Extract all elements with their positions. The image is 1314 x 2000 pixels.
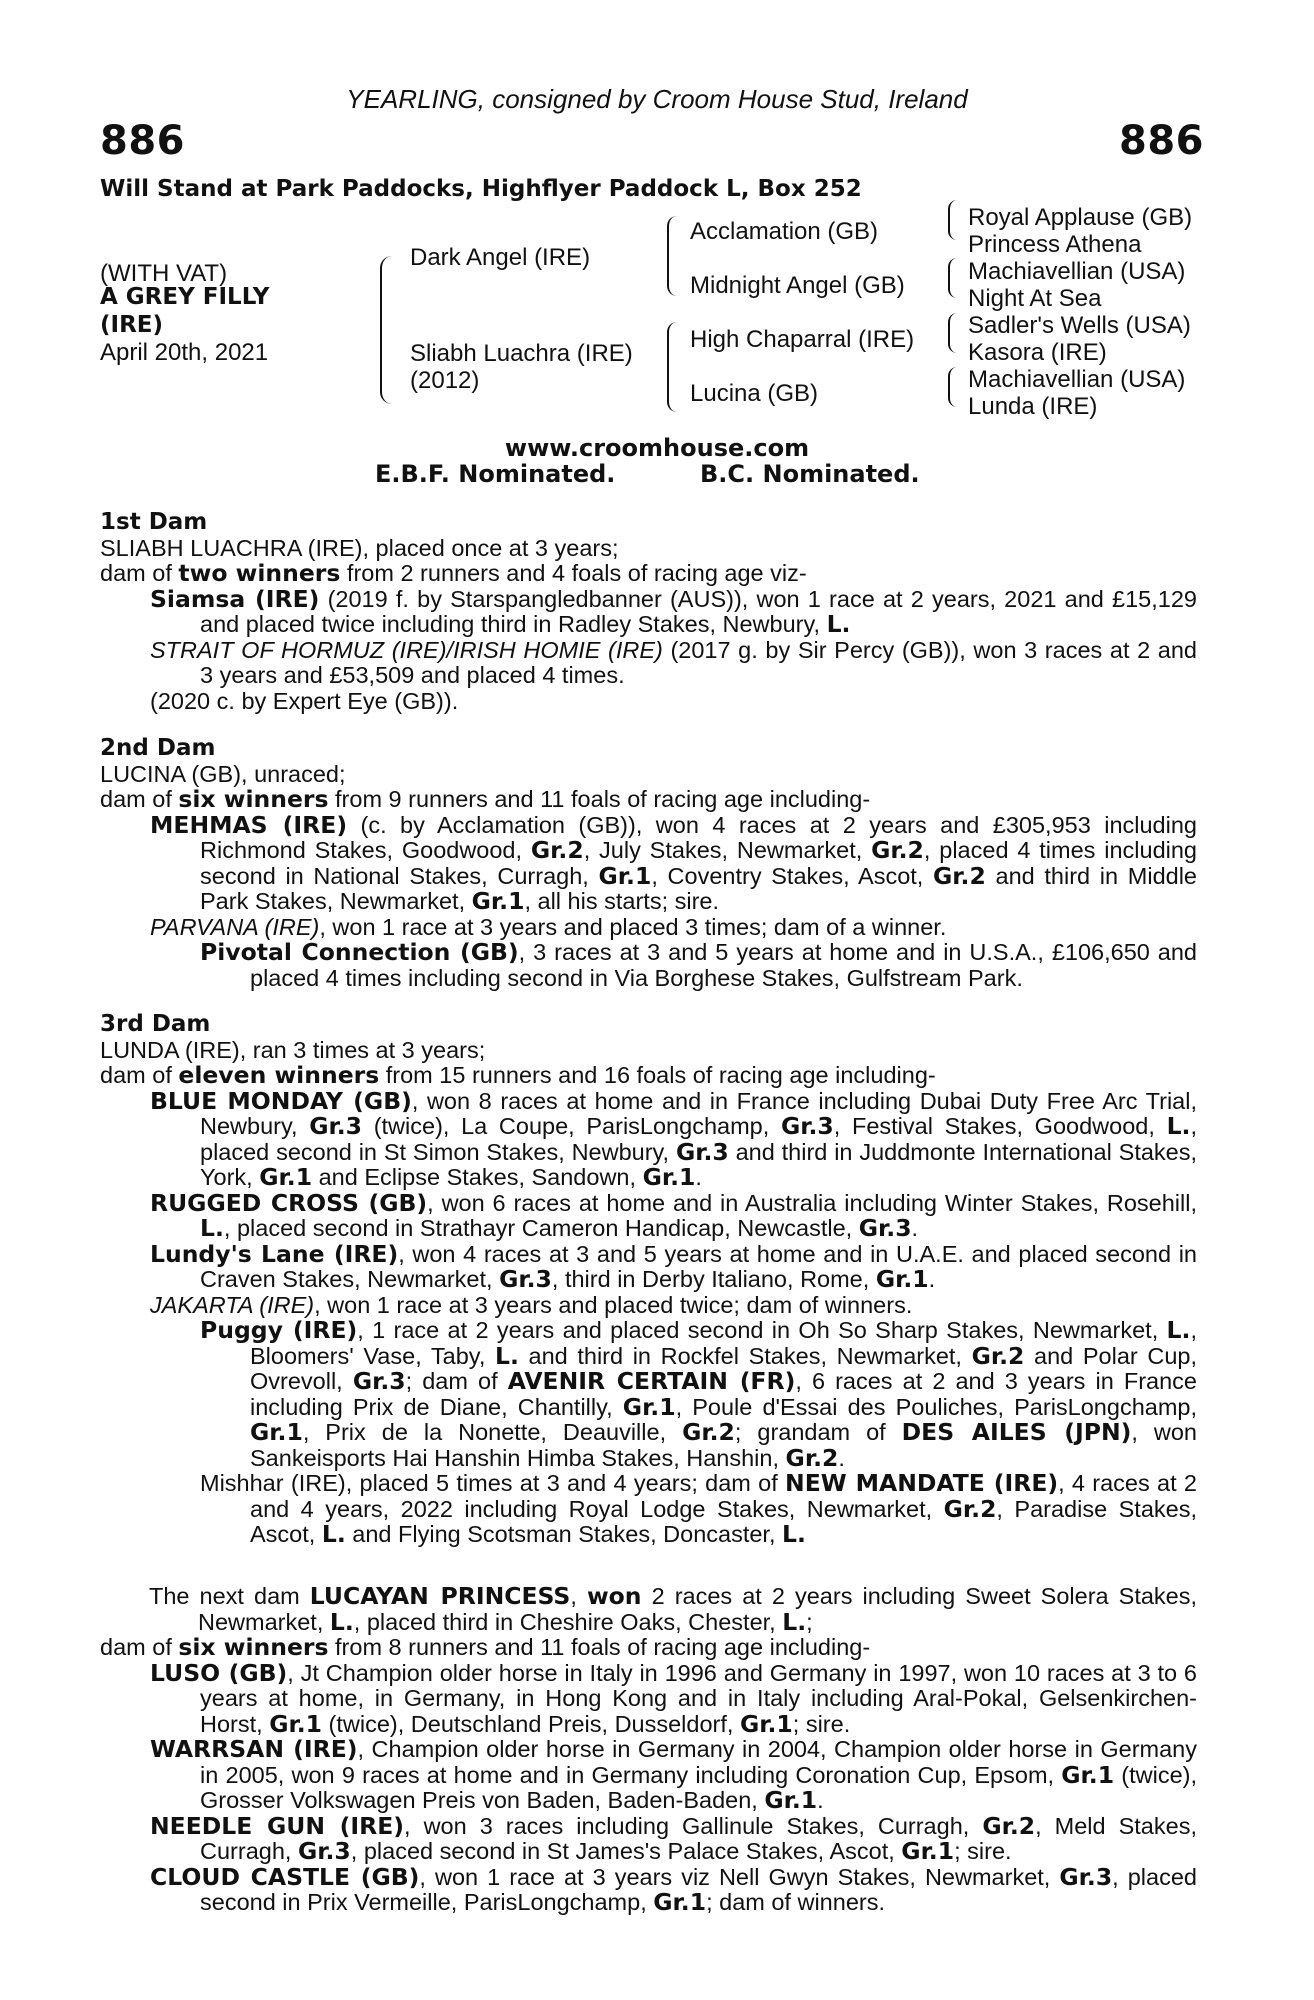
horse-name: A GREY FILLY	[100, 284, 270, 310]
vat-label: (WITH VAT)	[100, 260, 228, 287]
pedigree-brace-dam	[667, 322, 677, 412]
pedigree-dd-sire: Machiavellian (USA)	[968, 366, 1186, 393]
second-dam-heading: 2nd Dam	[100, 735, 216, 761]
third-dam-section	[100, 1012, 1197, 1548]
second-dam-foal-parvana: PARVANA (IRE), won 1 race at 3 years and placed 3 times; dam of a winner.	[150, 913, 947, 940]
third-dam-grandfoal-mishhar: Mishhar (IRE), placed 5 times at 3 and 4 years; dam of NEW MANDATE (IRE), 4 races at 2 and 4 years, 2022 including Royal Lodge Stakes, Newmarket, Gr.2, Paradise Stakes, Ascot, L. and Flying Scotsman Stakes, Doncaster, L.	[200, 1469, 1197, 1548]
second-dam-intro: LUCINA (GB), unraced;	[100, 760, 346, 787]
ebf-nominated: E.B.F. Nominated.	[375, 460, 616, 488]
pedigree-brace-main	[380, 256, 392, 404]
pedigree-dam: Sliabh Luachra (IRE)	[410, 340, 633, 367]
stand-location: Will Stand at Park Paddocks, Highflyer Paddock L, Box 252	[100, 176, 862, 202]
pedigree-sire-sire: Acclamation (GB)	[690, 218, 879, 245]
pedigree-brace-sd	[948, 258, 957, 298]
date-of-birth: April 20th, 2021	[100, 339, 269, 366]
next-dam-produce-summary: dam of six winners from 8 runners and 11 foals of racing age including-	[100, 1633, 871, 1661]
first-dam-intro: SLIABH LUACHRA (IRE), placed once at 3 years;	[100, 534, 619, 561]
pedigree-sd-dam: Night At Sea	[968, 285, 1102, 312]
first-dam-produce-summary: dam of two winners from 2 runners and 4 foals of racing age viz-	[100, 559, 807, 587]
next-dam-foal-warrsan: WARRSAN (IRE), Champion older horse in Germany in 2004, Champion older horse in Germany in 2005, won 9 races at home and in Germany including Coronation Cup, Epsom, Gr.1 (twice), Grosser Volkswagen Preis von Baden, Baden-Baden, Gr.1.	[150, 1735, 1198, 1814]
pedigree-brace-ss	[948, 200, 957, 240]
lot-number-right: 886	[1119, 118, 1204, 164]
pedigree-sd-sire: Machiavellian (USA)	[968, 258, 1186, 285]
pedigree-ds-sire: Sadler's Wells (USA)	[968, 312, 1191, 339]
pedigree-dam-sire: High Chaparral (IRE)	[690, 326, 915, 353]
lot-number-left: 886	[100, 118, 185, 164]
pedigree-brace-dd	[948, 367, 957, 407]
pedigree-ss-dam: Princess Athena	[968, 231, 1142, 258]
consignor-line: YEARLING, consigned by Croom House Stud, Ireland	[346, 84, 968, 114]
pedigree-ds-dam: Kasora (IRE)	[968, 339, 1107, 366]
pedigree-ss-sire: Royal Applause (GB)	[968, 204, 1193, 231]
next-dam-section	[100, 1584, 1197, 1916]
pedigree-dd-dam: Lunda (IRE)	[968, 393, 1098, 420]
third-dam-produce-summary: dam of eleven winners from 15 runners and 16 foals of racing age including-	[100, 1061, 936, 1089]
third-dam-foal-blue-monday: BLUE MONDAY (GB), won 8 races at home and in France including Dubai Duty Free Arc Trial, Newbury, Gr.3 (twice), La Coupe, ParisLongchamp, Gr.3, Festival Stakes, Goodwood, L., placed second in St Simon Stakes, Newbury, Gr.3 and third in Juddmonte International Stakes, York, Gr.1 and Eclipse Stakes, Sandown, Gr.1.	[150, 1086, 1198, 1191]
second-dam-foal-mehmas: MEHMAS (IRE) (c. by Acclamation (GB)), won 4 races at 2 years and £305,953 including Richmond Stakes, Goodwood, Gr.2, July Stakes, Newmarket, Gr.2, placed 4 times including second in National Stakes, Curragh, Gr.1, Coventry Stakes, Ascot, Gr.2 and third in Middle Park Stakes, Newmarket, Gr.1, all his starts; sire.	[150, 810, 1198, 915]
first-dam-foal-siamsa: Siamsa (IRE) (2019 f. by Starspangledbanner (AUS)), won 1 race at 2 years, 2021 and £15,129 and placed twice including third in Radley Stakes, Newbury, L.	[150, 584, 1197, 638]
third-dam-foal-rugged-cross: RUGGED CROSS (GB), won 6 races at home and in Australia including Winter Stakes, Rosehill, L., placed second in Strathayr Cameron Handicap, Newcastle, Gr.3.	[150, 1188, 1197, 1242]
next-dam-foal-needle-gun: NEEDLE GUN (IRE), won 3 races including Gallinule Stakes, Curragh, Gr.2, Meld Stakes, Curragh, Gr.3, placed second in St James's Palace Stakes, Ascot, Gr.1; sire.	[150, 1811, 1197, 1865]
next-dam-foal-luso: LUSO (GB), Jt Champion older horse in Italy in 1996 and Germany in 1997, won 10 races at 3 to 6 years at home, in Germany, in Hong Kong and in Italy including Aral-Pokal, Gelsenkirchen-Horst, Gr.1 (twice), Deutschland Preis, Dusseldorf, Gr.1; sire.	[150, 1658, 1197, 1738]
pedigree-sire-dam: Midnight Angel (GB)	[690, 272, 905, 299]
pedigree-dam-year: (2012)	[410, 367, 480, 394]
bc-nominated: B.C. Nominated.	[700, 460, 920, 488]
third-dam-foal-jakarta: JAKARTA (IRE), won 1 race at 3 years and placed twice; dam of winners.	[150, 1291, 913, 1318]
first-dam-heading: 1st Dam	[100, 509, 208, 535]
horse-name-country: (IRE)	[100, 312, 164, 338]
third-dam-heading: 3rd Dam	[100, 1011, 211, 1037]
first-dam-foal-strait: STRAIT OF HORMUZ (IRE)/IRISH HOMIE (IRE) (2017 g. by Sir Percy (GB)), won 3 races at 2 and 3 years and £53,509 and placed 4 times.	[150, 636, 1197, 688]
third-dam-intro: LUNDA (IRE), ran 3 times at 3 years;	[100, 1036, 486, 1063]
next-dam-foal-cloud-castle: CLOUD CASTLE (GB), won 1 race at 3 years viz Nell Gwyn Stakes, Newmarket, Gr.3, placed second in Prix Vermeille, ParisLongchamp, Gr.1; dam of winners.	[150, 1862, 1197, 1916]
pedigree-brace-ds	[948, 313, 957, 353]
pedigree-dam-dam: Lucina (GB)	[690, 380, 819, 407]
next-dam-intro: The next dam LUCAYAN PRINCESS, won 2 races at 2 years including Sweet Solera Stakes, Newmarket, L., placed third in Cheshire Oaks, Chester, L.;	[149, 1582, 1198, 1636]
website: www.croomhouse.com	[504, 434, 810, 462]
third-dam-foal-lundys-lane: Lundy's Lane (IRE), won 4 races at 3 and 5 years at home and in U.A.E. and placed second in Craven Stakes, Newmarket, Gr.3, third in Derby Italiano, Rome, Gr.1.	[150, 1239, 1197, 1293]
third-dam-grandfoal-puggy: Puggy (IRE), 1 race at 2 years and placed second in Oh So Sharp Stakes, Newmarket, L., Bloomers' Vase, Taby, L. and third in Rockfel Stakes, Newmarket, Gr.2 and Polar Cup, Ovrevoll, Gr.3; dam of AVENIR CERTAIN (FR), 6 races at 2 and 3 years in France including Prix de Diane, Chantilly, Gr.1, Poule d'Essai des Pouliches, ParisLongchamp, Gr.1, Prix de la Nonette, Deauville, Gr.2; grandam of DES AILES (JPN), won Sankeisports Hai Hanshin Himba Stakes, Hanshin, Gr.2.	[200, 1316, 1198, 1472]
first-dam-foal-2020: (2020 c. by Expert Eye (GB)).	[150, 687, 459, 714]
second-dam-section	[100, 736, 1197, 991]
first-dam-section	[100, 510, 1197, 714]
second-dam-grandfoal-pivotal: Pivotal Connection (GB), 3 races at 3 and 5 years at home and in U.S.A., £106,650 and placed 4 times including second in Via Borghese Stakes, Gulfstream Park.	[200, 938, 1197, 991]
pedigree-sire: Dark Angel (IRE)	[410, 244, 591, 271]
second-dam-produce-summary: dam of six winners from 9 runners and 11 foals of racing age including-	[100, 785, 871, 813]
pedigree-brace-sire	[667, 216, 677, 296]
